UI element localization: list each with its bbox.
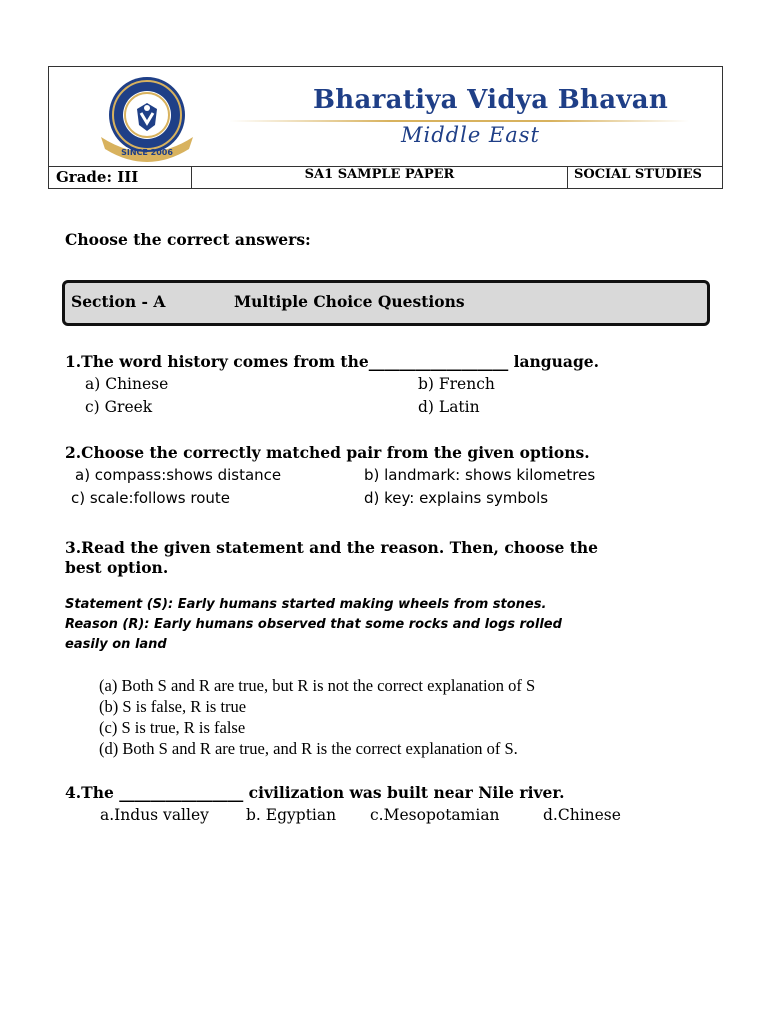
q4-option-b: b. Egyptian xyxy=(246,806,337,824)
school-logo xyxy=(89,75,205,163)
question-2: 2.Choose the correctly matched pair from the given options. xyxy=(65,443,590,462)
q2-option-c: c) scale:follows route xyxy=(71,489,231,507)
section-label: Section - A xyxy=(71,292,166,311)
section-header xyxy=(62,280,710,326)
question-3-line-1: 3.Read the given statement and the reason. Then, choose the xyxy=(65,538,599,557)
subject-cell: SOCIAL STUDIES xyxy=(574,167,702,182)
q4-option-d: d.Chinese xyxy=(543,806,621,824)
school-subtitle: Middle East xyxy=(401,123,540,147)
q3-statement: Statement (S): Early humans started making wheels from stones. xyxy=(65,597,547,612)
q3-reason: Reason (R): Early humans observed that some rocks and logs rolled xyxy=(65,617,562,632)
q1-option-a: a) Chinese xyxy=(85,375,169,393)
instruction: Choose the correct answers: xyxy=(65,230,311,249)
q4-option-c: c.Mesopotamian xyxy=(370,806,500,824)
q4-option-a: a.Indus valley xyxy=(100,806,209,824)
brand-divider xyxy=(229,120,689,122)
q3-option-d: (d) Both S and R are true, and R is the correct explanation of S. xyxy=(99,739,518,758)
q1-option-d: d) Latin xyxy=(418,398,480,416)
q1-option-c: c) Greek xyxy=(85,398,153,416)
logo-ribbon-text: SINCE 2006 xyxy=(121,148,173,157)
header-box xyxy=(48,66,723,189)
q3-option-b: (b) S is false, R is true xyxy=(99,697,247,716)
paper-title-cell: SA1 SAMPLE PAPER xyxy=(192,166,568,188)
section-title: Multiple Choice Questions xyxy=(234,292,465,311)
school-name: Bharatiya Vidya Bhavan xyxy=(313,85,669,115)
question-4: 4.The ________________ civilization was built near Nile river. xyxy=(65,783,565,802)
header-banner xyxy=(49,67,722,167)
header-info-row xyxy=(49,166,722,188)
question-1: 1.The word history comes from the__________________ language. xyxy=(65,352,600,371)
question-3-line-2: best option. xyxy=(65,558,169,577)
q1-option-b: b) French xyxy=(418,375,495,393)
q2-option-d: d) key: explains symbols xyxy=(364,489,549,507)
q3-reason-cont: easily on land xyxy=(65,637,167,652)
q2-option-a: a) compass:shows distance xyxy=(75,466,282,484)
q3-option-c: (c) S is true, R is false xyxy=(99,718,246,737)
q3-option-a: (a) Both S and R are true, but R is not the correct explanation of S xyxy=(99,676,536,695)
grade-cell: Grade: III xyxy=(49,166,192,188)
q2-option-b: b) landmark: shows kilometres xyxy=(364,466,596,484)
